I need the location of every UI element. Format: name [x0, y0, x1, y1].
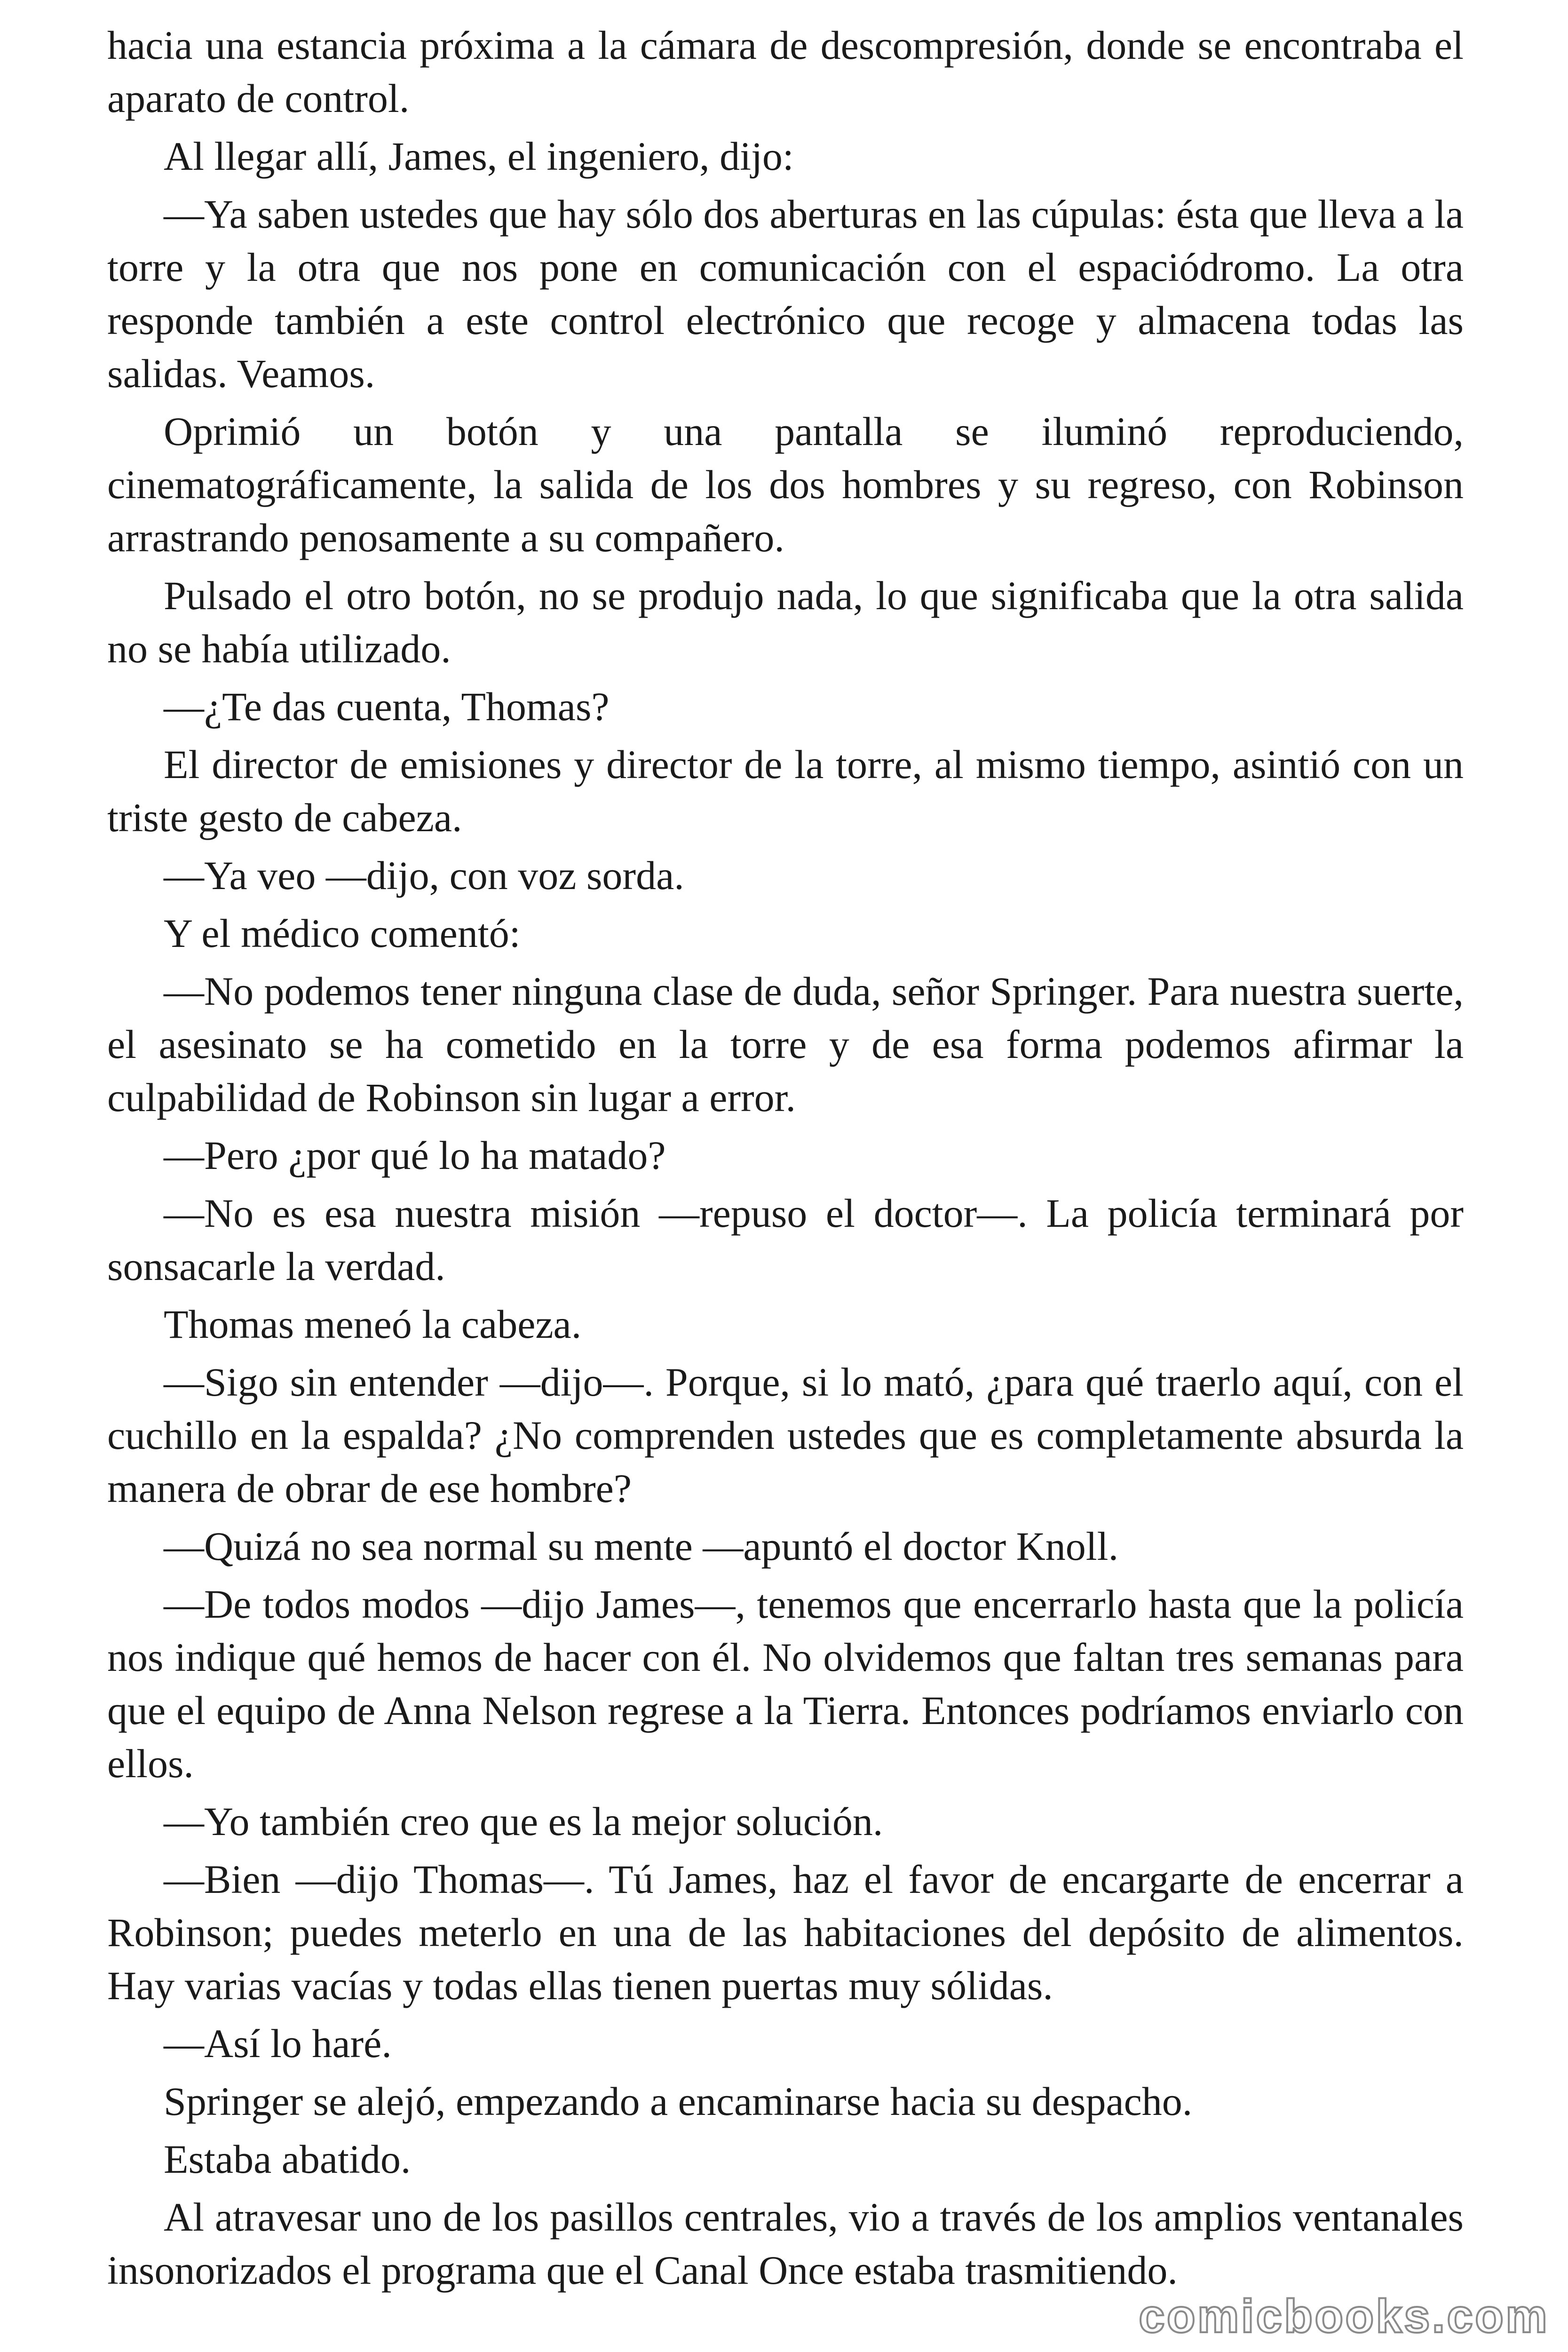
paragraph: —Así lo haré.	[164, 2021, 392, 2066]
paragraph: —No es esa nuestra misión —repuso el doctor—. La policía terminará por sonsacarle la verdad.	[107, 1191, 1464, 1289]
paragraph: —Sigo sin entender —dijo—. Porque, si lo mató, ¿para qué traerlo aquí, con el cuchillo en la espalda? ¿No comprenden ustedes que es completamente absurda la manera de obrar de ese hombre?	[107, 1359, 1464, 1511]
paragraph: Al llegar allí, James, el ingeniero, dijo:	[164, 134, 794, 179]
paragraph: —No podemos tener ninguna clase de duda, señor Springer. Para nuestra suerte, el asesinato se ha cometido en la torre y de esa forma podemos afirmar la culpabilidad de Robinson sin lugar a error.	[107, 969, 1464, 1120]
paragraph: —Quizá no sea normal su mente —apuntó el doctor Knoll.	[164, 1524, 1119, 1569]
paragraph: Oprimió un botón y una pantalla se iluminó reproduciendo, cinematográficamente, la salida de los dos hombres y su regreso, con Robinson arrastrando penosamente a su compañero.	[107, 409, 1464, 560]
paragraph: Thomas meneó la cabeza.	[164, 1302, 582, 1347]
paragraph: —Yo también creo que es la mejor solución.	[164, 1799, 883, 1844]
paragraph: Al atravesar uno de los pasillos centrales, vio a través de los amplios ventanales insonorizados el programa que el Canal Once estaba trasmitiendo.	[107, 2194, 1464, 2293]
paragraph: —¿Te das cuenta, Thomas?	[164, 684, 610, 729]
paragraph: Pulsado el otro botón, no se produjo nada, lo que significaba que la otra salida no se había utilizado.	[107, 573, 1464, 671]
watermark-logo: comicbooks.com	[1139, 2290, 1549, 2343]
paragraph: —Ya veo —dijo, con voz sorda.	[164, 853, 684, 898]
paragraph: El director de emisiones y director de la torre, al mismo tiempo, asintió con un triste gesto de cabeza.	[107, 742, 1464, 840]
paragraph: —Bien —dijo Thomas—. Tú James, haz el favor de encargarte de encerrar a Robinson; puedes meterlo en una de las habitaciones del depósito de alimentos. Hay varias vacías y todas ellas tienen puertas muy sólidas.	[107, 1857, 1464, 2008]
paragraph: hacia una estancia próxima a la cámara de descompresión, donde se encontraba el aparato de control.	[107, 23, 1464, 121]
paragraph: Estaba abatido.	[164, 2137, 411, 2182]
paragraph: —Ya saben ustedes que hay sólo dos aberturas en las cúpulas: ésta que lleva a la torre y la otra que nos pone en comunicación con el espaciódromo. La otra responde también a este control electrónico que recoge y almacena todas las salidas. Veamos.	[107, 191, 1464, 396]
paragraph: Y el médico comentó:	[164, 911, 521, 956]
page-body	[107, 19, 1464, 2333]
paragraph: —De todos modos —dijo James—, tenemos que encerrarlo hasta que la policía nos indique qué hemos de hacer con él. No olvidemos que faltan tres semanas para que el equipo de Anna Nelson regrese a la Tierra. Entonces podríamos enviarlo con ellos.	[107, 1581, 1464, 1786]
paragraph: Springer se alejó, empezando a encaminarse hacia su despacho.	[164, 2079, 1193, 2124]
paragraph: —Pero ¿por qué lo ha matado?	[164, 1133, 666, 1178]
